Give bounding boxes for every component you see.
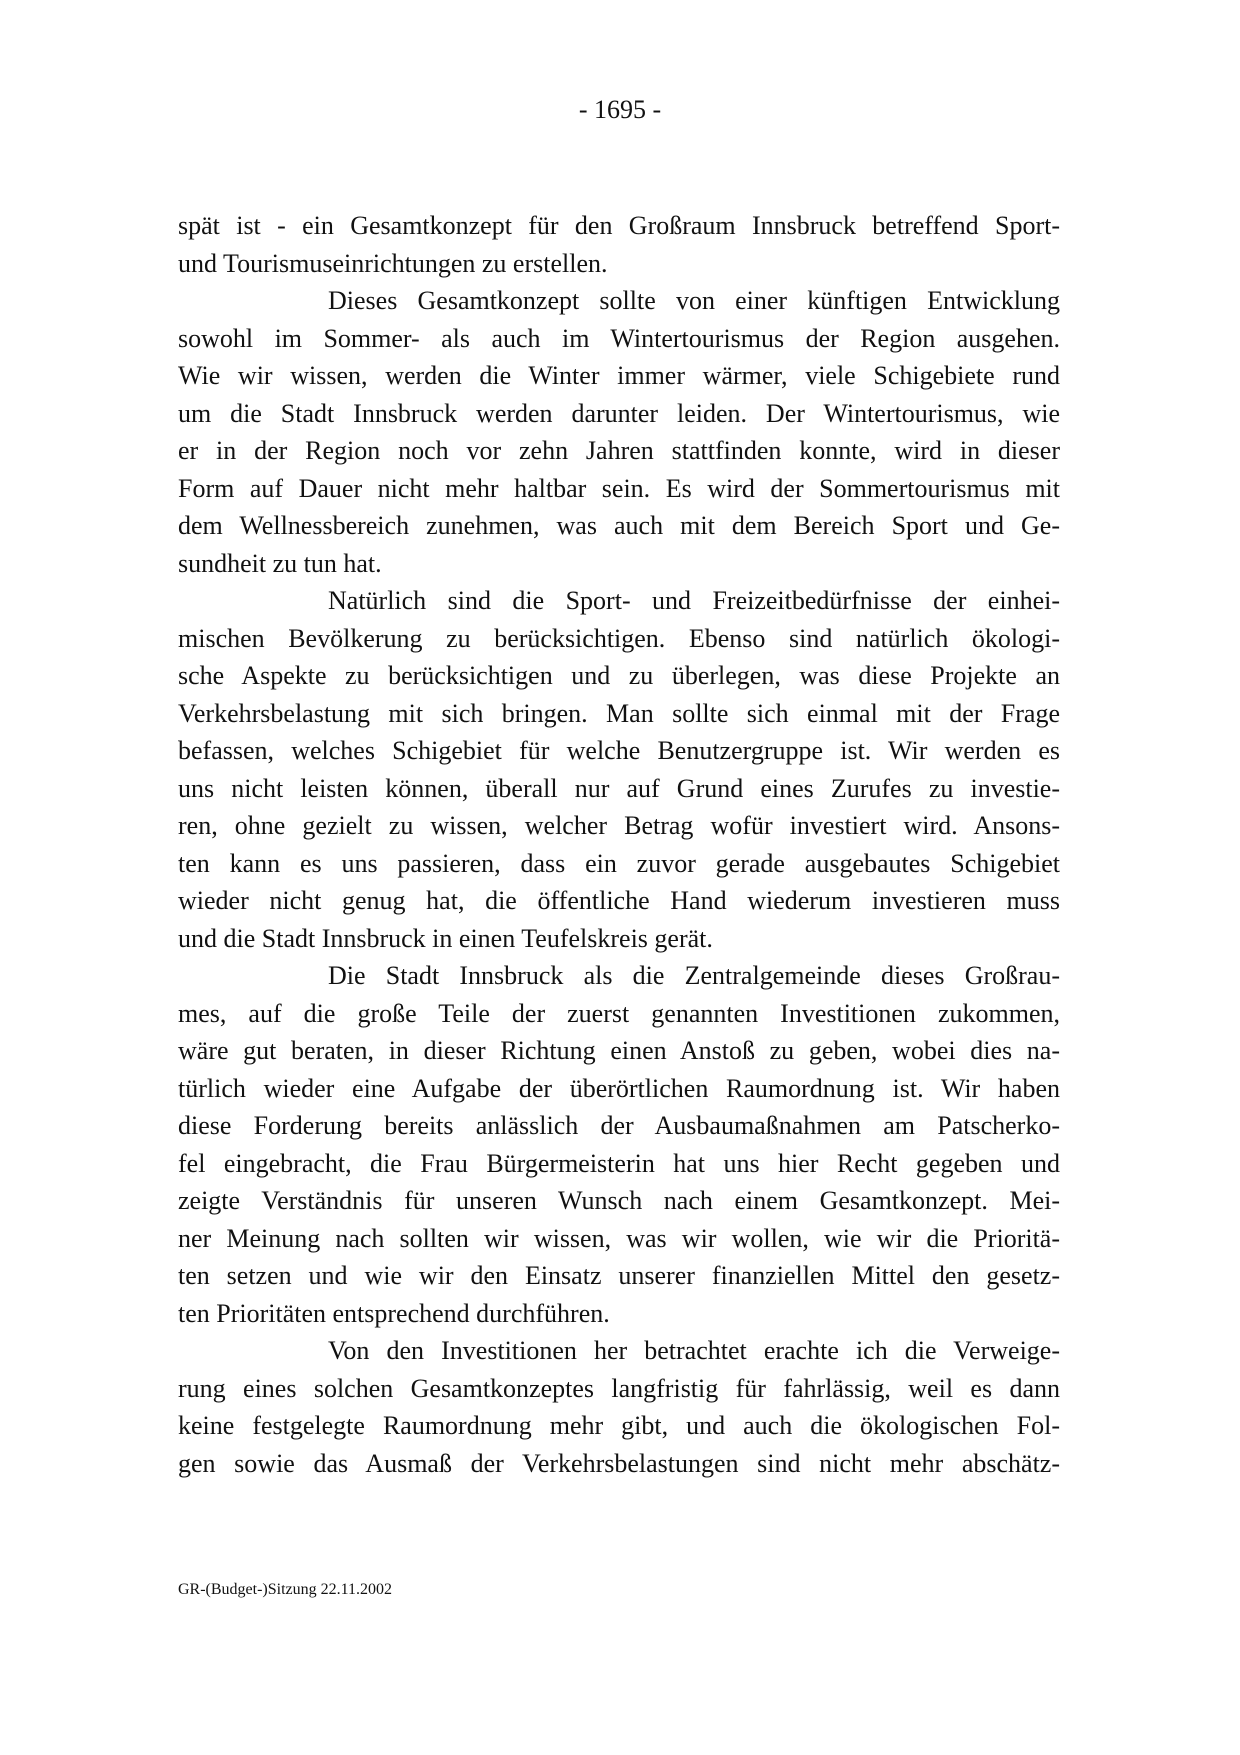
text-line: uns nicht leisten können, überall nur auf Grund eines Zurufes zu investie- [178, 773, 1060, 803]
text-line: sowohl im Sommer- als auch im Wintertourismus der Region ausgehen. [178, 323, 1060, 353]
text-line: Verkehrsbelastung mit sich bringen. Man sollte sich einmal mit der Frage [178, 698, 1060, 728]
text-line: gen sowie das Ausmaß der Verkehrsbelastungen sind nicht mehr abschätz- [178, 1448, 1060, 1478]
text-line: spät ist - ein Gesamtkonzept für den Großraum Innsbruck betreffend Sport- [178, 211, 1060, 240]
text-line: wäre gut beraten, in dieser Richtung einen Anstoß zu geben, wobei dies na- [178, 1036, 1060, 1065]
text-line: ten setzen und wie wir den Einsatz unserer finanziellen Mittel den gesetz- [178, 1261, 1060, 1290]
body-text [178, 207, 1060, 1482]
text-line: sundheit zu tun hat. [178, 548, 382, 578]
text-line: mischen Bevölkerung zu berücksichtigen. Ebenso sind natürlich ökologi- [178, 623, 1060, 653]
text-line: türlich wieder eine Aufgabe der überörtlichen Raumordnung ist. Wir haben [178, 1073, 1060, 1103]
text-line: befassen, welches Schigebiet für welche Benutzergruppe ist. Wir werden es [178, 736, 1060, 765]
text-line: fel eingebracht, die Frau Bürgermeisterin hat uns hier Recht gegeben und [178, 1148, 1060, 1178]
text-line: wieder nicht genug hat, die öffentliche Hand wiederum investieren muss [178, 886, 1060, 915]
text-line: er in der Region noch vor zehn Jahren stattfinden konnte, wird in dieser [178, 436, 1060, 465]
text-line: ner Meinung nach sollten wir wissen, was wir wollen, wie wir die Prioritä- [178, 1223, 1060, 1253]
paragraph-start-line: Dieses Gesamtkonzept sollte von einer künftigen Entwicklung [328, 286, 1060, 315]
text-line: und die Stadt Innsbruck in einen Teufelskreis gerät. [178, 923, 713, 953]
text-line: sche Aspekte zu berücksichtigen und zu überlegen, was diese Projekte an [178, 661, 1060, 690]
text-line: dem Wellnessbereich zunehmen, was auch mit dem Bereich Sport und Ge- [178, 511, 1060, 540]
text-line: keine festgelegte Raumordnung mehr gibt, und auch die ökologischen Fol- [178, 1411, 1060, 1440]
text-line: ten Prioritäten entsprechend durchführen. [178, 1298, 610, 1328]
text-line: Wie wir wissen, werden die Winter immer wärmer, viele Schigebiete rund [178, 361, 1060, 390]
text-line: Form auf Dauer nicht mehr haltbar sein. Es wird der Sommertourismus mit [178, 473, 1060, 503]
text-line: ren, ohne gezielt zu wissen, welcher Betrag wofür investiert wird. Ansons- [178, 811, 1060, 840]
text-line: mes, auf die große Teile der zuerst genannten Investitionen zukommen, [178, 998, 1060, 1028]
page-number: - 1695 - [578, 95, 662, 124]
text-line: rung eines solchen Gesamtkonzeptes langfristig für fahrlässig, weil es dann [178, 1373, 1060, 1403]
text-line: und Tourismuseinrichtungen zu erstellen. [178, 248, 608, 278]
text-line: zeigte Verständnis für unseren Wunsch nach einem Gesamtkonzept. Mei- [178, 1186, 1060, 1215]
footer-session-date: GR-(Budget-)Sitzung 22.11.2002 [178, 1581, 393, 1598]
text-line: ten kann es uns passieren, dass ein zuvor gerade ausgebautes Schigebiet [178, 848, 1060, 878]
text-line: um die Stadt Innsbruck werden darunter leiden. Der Wintertourismus, wie [178, 398, 1060, 428]
paragraph-start-line: Von den Investitionen her betrachtet erachte ich die Verweige- [328, 1336, 1060, 1365]
text-line: diese Forderung bereits anlässlich der Ausbaumaßnahmen am Patscherko- [178, 1111, 1060, 1140]
paragraph-start-line: Natürlich sind die Sport- und Freizeitbedürfnisse der einhei- [328, 586, 1060, 615]
paragraph-start-line: Die Stadt Innsbruck als die Zentralgemeinde dieses Großrau- [328, 961, 1060, 990]
